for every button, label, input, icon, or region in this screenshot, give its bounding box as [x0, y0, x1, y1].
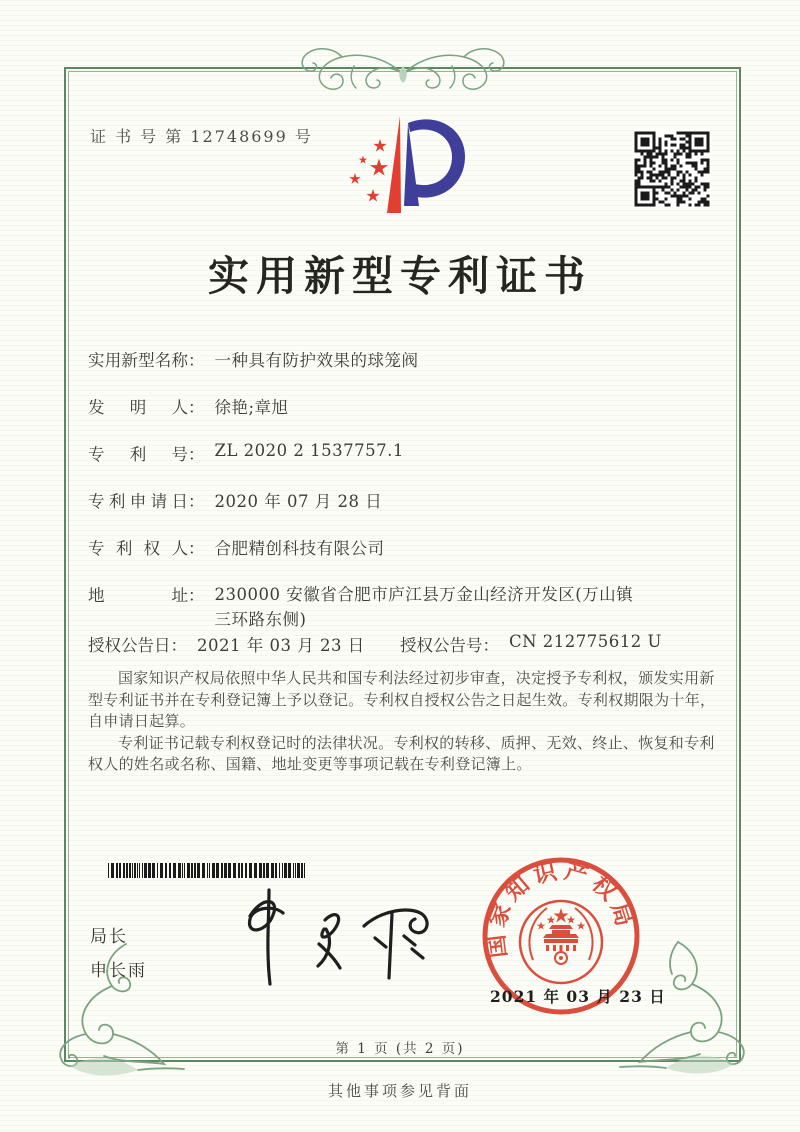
certificate-number: 证 书 号 第 12748699 号: [90, 127, 313, 146]
field-colon: ：: [188, 351, 205, 370]
field-row-patent-no: [88, 441, 404, 465]
officer-name: 申长雨: [90, 961, 147, 981]
grant-no-value: CN 212775612 U: [509, 632, 662, 651]
grant-date-label: 授权公告日: [88, 636, 171, 655]
seal-text: 国家知识产权局: [481, 856, 640, 960]
field-colon: ：: [170, 636, 187, 655]
qr-code: [633, 130, 711, 208]
field-value: 合肥精创科技有限公司: [214, 539, 385, 558]
field-value: 230000 安徽省合肥市庐江县万金山经济开发区(万山镇三环路东侧): [214, 585, 634, 629]
field-row-address: [88, 582, 639, 632]
barcode: [108, 863, 308, 878]
ornament-top-icon: [290, 44, 516, 96]
field-label: 发明人: [88, 398, 188, 417]
field-label: 实用新型名称: [88, 351, 188, 370]
field-row-patentee: [88, 535, 385, 559]
grant-row: [88, 632, 716, 656]
field-value: 一种具有防护效果的球笼阀: [214, 351, 419, 370]
cnipa-logo-icon: [342, 100, 477, 230]
officer-signature: [222, 884, 437, 992]
field-row-inventor: [88, 394, 289, 418]
field-label: 专利权人: [88, 539, 188, 558]
field-value: ZL 2020 2 1537757.1: [214, 441, 404, 460]
grant-date-value: 2021 年 03 月 23 日: [197, 636, 365, 655]
field-colon: ：: [188, 539, 205, 558]
paragraph-2: 专利证书记载专利权登记时的法律状况。专利权的转移、质押、无效、终止、恢复和专利权人的姓名或名称、国籍、地址变更等事项记载在专利登记簿上。: [88, 733, 715, 774]
certificate-title: 实用新型专利证书: [208, 252, 592, 300]
field-colon: ：: [188, 445, 205, 464]
field-label: 专利申请日: [88, 492, 188, 511]
svg-text:国家知识产权局: [482, 857, 640, 959]
field-value: 徐艳;章旭: [214, 398, 289, 417]
field-label: 专利号: [88, 445, 188, 464]
field-row-filing-date: [88, 488, 382, 512]
legal-text: [88, 668, 716, 776]
paragraph-1: 国家知识产权局依照中华人民共和国专利法经过初步审查，决定授予专利权，颁发实用新型专利证书并在专利登记簿上予以登记。专利权自授权公告之日起生效。专利权期限为十年，自申请日起算。: [88, 669, 716, 731]
page-footer: 第 1 页 (共 2 页): [335, 1041, 465, 1057]
field-row-name: [88, 347, 419, 371]
officer-title: 局长: [90, 927, 128, 947]
field-colon: ：: [188, 492, 205, 511]
field-colon: ：: [188, 586, 205, 605]
field-value: 2020 年 07 月 28 日: [214, 492, 383, 511]
grant-no-label: 授权公告号: [400, 636, 483, 655]
back-note: 其他事项参见背面: [327, 1082, 472, 1100]
field-label: 地址: [88, 586, 188, 605]
seal-date: 2021 年 03 月 23 日: [490, 987, 666, 1006]
field-colon: ：: [482, 636, 499, 655]
field-colon: ：: [188, 398, 205, 417]
